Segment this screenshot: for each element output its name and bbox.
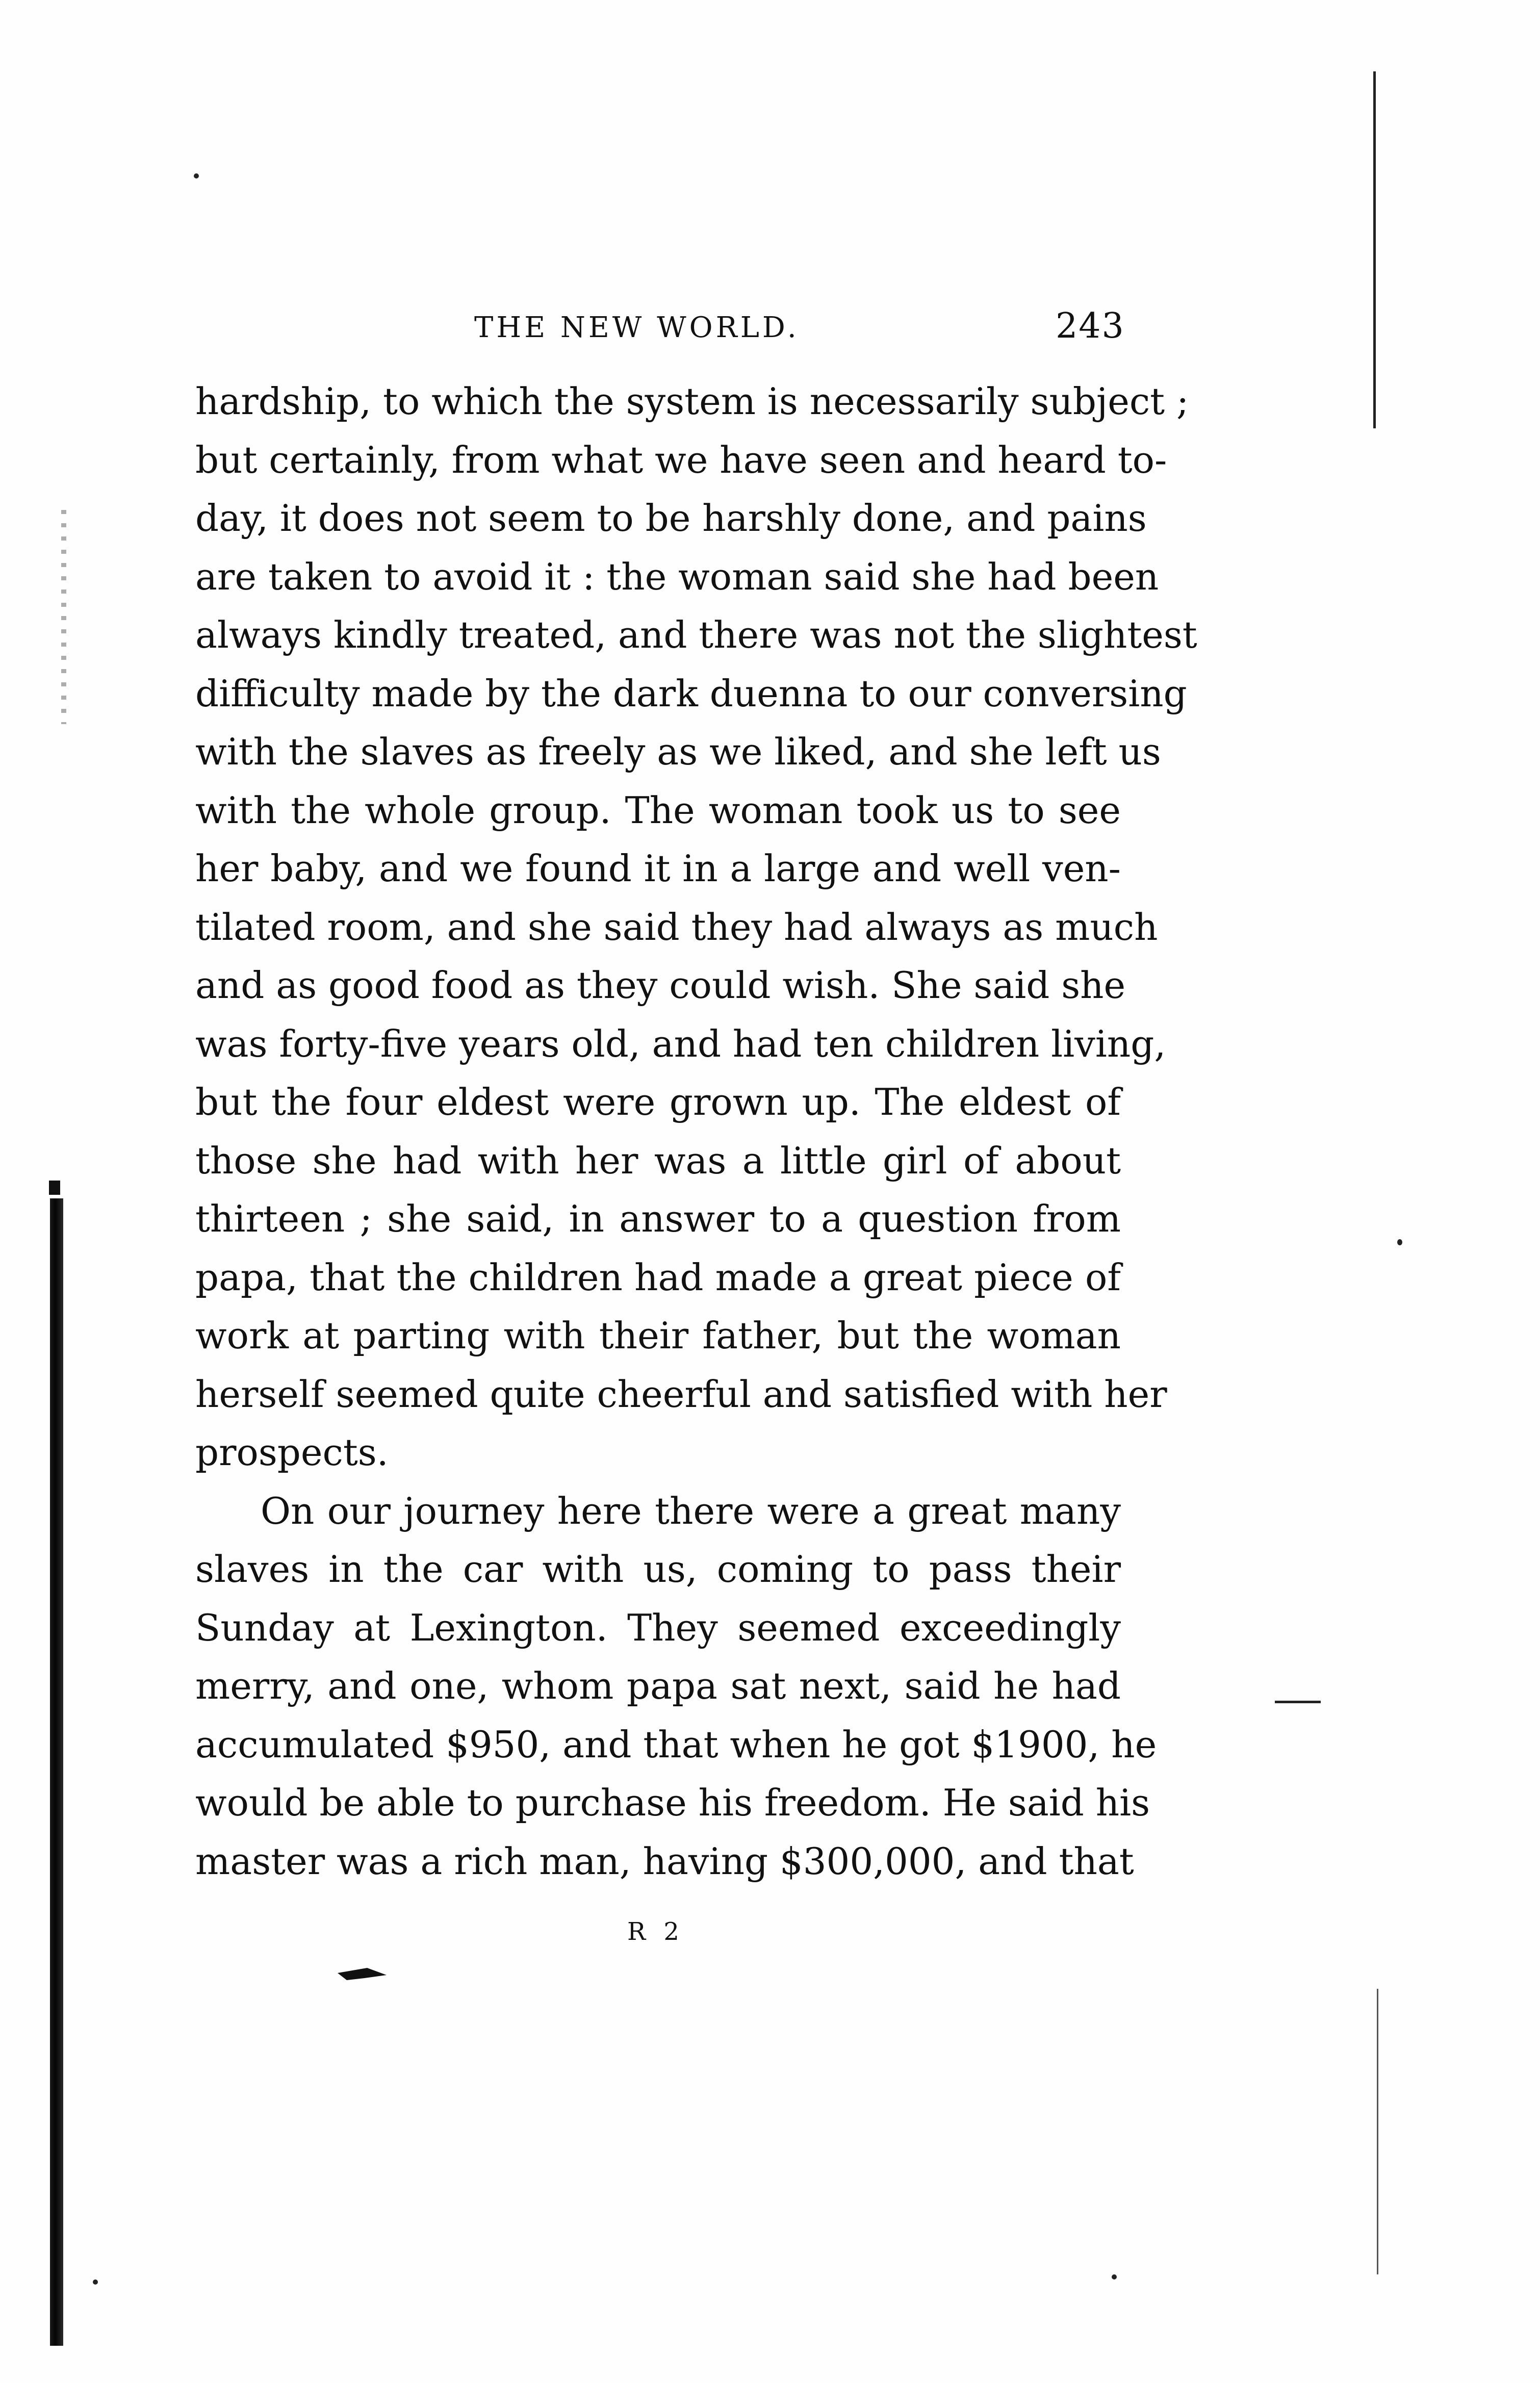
margin-dash-mark [1275, 1701, 1321, 1703]
text-line: would be able to purchase his freedom. He said his [195, 1781, 1150, 1824]
right-margin-line [1373, 71, 1376, 428]
text-line: master was a rich man, having $300,000, and that [195, 1839, 1134, 1883]
page-number: 243 [1056, 306, 1125, 346]
signature-mark: R 2 [627, 1917, 684, 1946]
text-line: was forty-five years old, and had ten children living, [195, 1022, 1166, 1065]
ink-smudge [337, 1966, 388, 1981]
running-title: THE NEW WORLD. [474, 311, 800, 344]
text-line: accumulated $950, and that when he got $1900, he [195, 1723, 1157, 1766]
right-margin-line-lower [1377, 1989, 1378, 2274]
text-line: with the slaves as freely as we liked, and she left us [195, 730, 1161, 773]
text-line: but the four eldest were grown up. The eldest of [195, 1081, 1121, 1123]
text-line: with the whole group. The woman took us to see [195, 788, 1121, 832]
text-line: day, it does not seem to be harshly done, and pains [195, 497, 1147, 540]
margin-speck [1112, 2274, 1117, 2279]
text-line: hardship, to which the system is necessarily subject ; [195, 380, 1189, 423]
binding-shadow [50, 1198, 63, 2346]
margin-speck [93, 2279, 98, 2285]
text-line: are taken to avoid it : the woman said she had been [195, 555, 1159, 598]
margin-speck [194, 173, 199, 178]
text-line: tilated room, and she said they had always as much [195, 905, 1158, 949]
margin-speck [1397, 1239, 1402, 1245]
running-head [474, 306, 1137, 352]
text-line: those she had with her was a little girl of about [195, 1139, 1121, 1182]
binding-speckle [61, 510, 66, 724]
text-line: work at parting with their father, but the woman [195, 1314, 1121, 1357]
text-line: slaves in the car with us, coming to pass their [195, 1548, 1121, 1591]
text-line: merry, and one, whom papa sat next, said he had [195, 1664, 1121, 1707]
text-line: On our journey here there were a great many [261, 1489, 1121, 1532]
text-line: difficulty made by the dark duenna to our conversing [195, 672, 1187, 715]
text-line: and as good food as they could wish. She said she [195, 964, 1126, 1007]
text-line: papa, that the children had made a great piece of [195, 1255, 1121, 1299]
text-line: thirteen ; she said, in answer to a question from [195, 1197, 1121, 1240]
text-line: Sunday at Lexington. They seemed exceedingly [195, 1606, 1121, 1649]
text-line: but certainly, from what we have seen and heard to- [195, 438, 1167, 481]
text-line: always kindly treated, and there was not the slightest [195, 613, 1197, 656]
text-line: herself seemed quite cheerful and satisfied with her [195, 1372, 1167, 1416]
body-text [195, 372, 1197, 1890]
text-line: her baby, and we found it in a large and well ven- [195, 847, 1121, 890]
binding-mark [49, 1181, 60, 1195]
text-line: prospects. [195, 1431, 389, 1474]
